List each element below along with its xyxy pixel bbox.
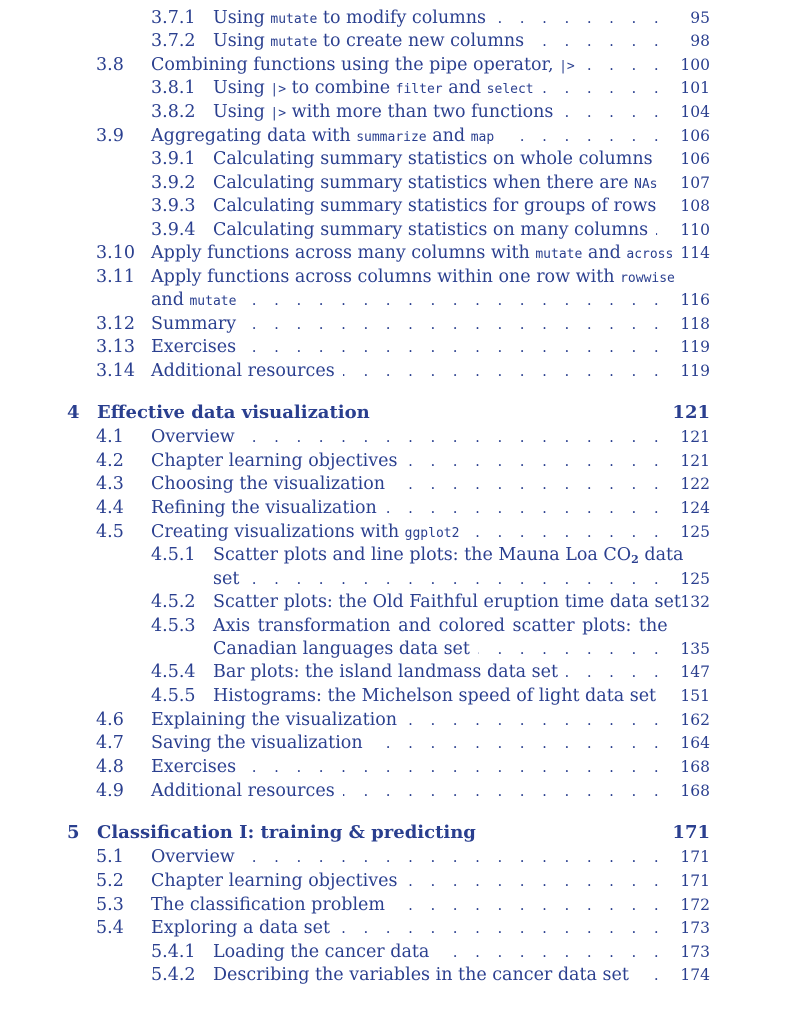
page-number: 119 [680, 338, 710, 356]
code-fragment: map [470, 130, 495, 145]
entry-number: 4.5.4 [151, 662, 196, 682]
entry-number: 3.8.1 [151, 78, 196, 98]
code-fragment: filter [395, 82, 443, 97]
page-number: 173 [680, 943, 710, 961]
toc-entry[interactable] [0, 425, 787, 449]
page-number: 121 [680, 428, 710, 446]
code-fragment: ggplot2 [404, 526, 460, 541]
title-text: Refining the visualization [151, 498, 377, 518]
page-number: 100 [680, 56, 710, 74]
entry-title [213, 76, 534, 102]
page-number: 135 [680, 640, 710, 658]
page-number: 116 [680, 291, 710, 309]
entry-number: 4.7 [96, 733, 124, 753]
toc-chapter-entry[interactable] [0, 821, 787, 845]
page-number: 164 [680, 734, 710, 752]
code-fragment: select [486, 82, 534, 97]
entry-title [151, 893, 385, 917]
entry-number: 3.14 [96, 361, 135, 381]
entry-title [213, 963, 629, 987]
entry-number: 3.10 [96, 243, 135, 263]
title-text: Aggregating data with [151, 126, 357, 146]
entry-number: 5.4.2 [151, 965, 196, 985]
entry-title [151, 241, 673, 267]
entry-number: 3.9.2 [151, 173, 196, 193]
leader-dots [661, 147, 665, 171]
entry-number: 4.5.3 [151, 616, 196, 636]
entry-number: 3.13 [96, 337, 135, 357]
entry-title [213, 194, 656, 218]
title-text: Saving the visualization [151, 733, 363, 753]
toc-entry[interactable] [0, 76, 787, 100]
leader-dots [244, 288, 665, 312]
toc-entry[interactable] [0, 496, 787, 520]
title-text: Overview [151, 427, 235, 447]
toc-entry[interactable] [0, 755, 787, 779]
entry-title [213, 590, 681, 614]
entry-title [151, 496, 377, 520]
leader-dots [405, 449, 665, 473]
leader-dots [385, 496, 665, 520]
entry-title [151, 869, 397, 893]
entry-title [151, 335, 236, 359]
page-number: 174 [680, 966, 710, 984]
leader-dots [244, 335, 665, 359]
page-number: 151 [680, 687, 710, 705]
page-number: 106 [680, 150, 710, 168]
entry-title [151, 288, 236, 314]
entry-title [151, 779, 335, 803]
title-text: Calculating summary statistics for groups of rows [213, 196, 657, 216]
leader-dots [532, 29, 665, 53]
title-text: Describing the variables in the cancer data set [213, 965, 629, 985]
entry-number: 3.9.1 [151, 149, 196, 169]
title-text: Exercises [151, 337, 237, 357]
code-fragment: rowwise [620, 271, 675, 286]
title-text: Explaining the visualization [151, 710, 398, 730]
entry-title [97, 401, 370, 425]
toc-entry[interactable] [0, 100, 787, 124]
leader-dots [656, 218, 665, 242]
title-text: Chapter learning objectives [151, 871, 398, 891]
page-number: 162 [680, 711, 710, 729]
leader-dots [542, 76, 665, 100]
page-number: 172 [680, 896, 710, 914]
entry-title [213, 218, 648, 242]
title-text: to create new columns [317, 31, 525, 51]
entry-title [151, 472, 385, 496]
toc-entry[interactable] [0, 567, 787, 591]
toc-entry[interactable] [0, 637, 787, 661]
code-fragment: NAs [634, 177, 658, 192]
entry-title [213, 100, 553, 126]
title-text: The classification problem [151, 895, 386, 915]
entry-number: 4.5 [96, 522, 124, 542]
leader-dots [247, 567, 665, 591]
leader-dots [478, 637, 665, 661]
toc-entry[interactable] [0, 614, 787, 638]
title-text: Classification I: training & predicting [97, 822, 476, 843]
title-text: Exploring a data set [151, 918, 331, 938]
page-number: 118 [680, 315, 710, 333]
leader-dots [393, 893, 665, 917]
toc-chapter-entry[interactable] [0, 401, 787, 425]
entry-title [213, 147, 653, 171]
entry-number: 5.3 [96, 895, 124, 915]
title-text: Calculating summary statistics on many columns [213, 220, 649, 240]
entry-number: 4.5.1 [151, 545, 196, 565]
title-text: Canadian languages data set [213, 639, 470, 659]
code-fragment: |> [270, 106, 287, 121]
title-text: data [638, 545, 684, 565]
entry-number: 4.3 [96, 474, 124, 494]
toc-entry[interactable] [0, 940, 787, 964]
leader-dots [566, 660, 665, 684]
leader-dots [664, 684, 665, 708]
entry-number: 4.4 [96, 498, 124, 518]
page-number: 124 [680, 499, 710, 517]
entry-number: 3.11 [96, 267, 135, 287]
page-number: 173 [680, 919, 710, 937]
entry-number: 3.12 [96, 314, 135, 334]
entry-number: 3.8 [96, 55, 124, 75]
subscript: 2 [631, 553, 639, 566]
page-number: 125 [680, 523, 710, 541]
title-text: Bar plots: the island landmass data set [213, 662, 558, 682]
entry-title [151, 755, 236, 779]
title-text: Additional resources [151, 361, 335, 381]
entry-number: 4.8 [96, 757, 124, 777]
entry-title [213, 940, 429, 964]
code-fragment: |> [270, 82, 287, 97]
title-text: to combine [286, 78, 396, 98]
title-text: Using [213, 102, 271, 122]
title-text: Exercises [151, 757, 237, 777]
toc-entry[interactable] [0, 29, 787, 53]
toc-entry[interactable] [0, 288, 787, 312]
entry-number: 5 [67, 822, 80, 843]
title-text: Combining functions using the pipe operator, [151, 55, 560, 75]
page-number: 171 [680, 848, 710, 866]
entry-title [151, 425, 235, 449]
title-text: Using [213, 8, 271, 28]
leader-dots [244, 755, 665, 779]
title-text: to modify columns [317, 8, 486, 28]
title-text: Histograms: the Michelson speed of light data set [213, 686, 657, 706]
page-number: 122 [680, 475, 710, 493]
leader-dots [467, 520, 665, 544]
toc-entry[interactable] [0, 359, 787, 383]
page-number: 98 [690, 32, 710, 50]
title-text: and [426, 126, 471, 146]
entry-title [213, 567, 239, 591]
code-fragment: mutate [270, 12, 318, 27]
page-number: 119 [680, 362, 710, 380]
entry-title [213, 29, 524, 55]
code-fragment: summarize [356, 130, 427, 145]
page-number: 108 [680, 197, 710, 215]
page-number: 121 [680, 452, 710, 470]
toc-entry[interactable] [0, 708, 787, 732]
entry-title [151, 731, 363, 755]
toc-entry[interactable] [0, 543, 787, 567]
entry-title [151, 449, 397, 473]
entry-number: 4.5.2 [151, 592, 196, 612]
entry-number: 5.2 [96, 871, 124, 891]
leader-dots [343, 779, 665, 803]
leader-dots [393, 472, 665, 496]
toc-entry[interactable] [0, 472, 787, 496]
toc-entry[interactable] [0, 124, 787, 148]
toc-entry[interactable] [0, 779, 787, 803]
page-number: 104 [680, 103, 710, 121]
code-fragment: mutate [189, 294, 237, 309]
entry-number: 4 [67, 402, 80, 423]
toc-entry[interactable] [0, 845, 787, 869]
toc-entry[interactable] [0, 449, 787, 473]
title-text: Creating visualizations with [151, 522, 405, 542]
title-text: Additional resources [151, 781, 335, 801]
page-number: 168 [680, 758, 710, 776]
leader-dots [637, 963, 665, 987]
title-text: Using [213, 31, 271, 51]
title-text: Overview [151, 847, 235, 867]
leader-dots [405, 869, 665, 893]
entry-number: 4.6 [96, 710, 124, 730]
toc-entry[interactable] [0, 869, 787, 893]
page-number: 101 [680, 79, 710, 97]
entry-title [151, 312, 236, 336]
page-number: 147 [680, 663, 710, 681]
entry-title [213, 660, 558, 684]
toc-entry[interactable] [0, 218, 787, 242]
entry-number: 4.1 [96, 427, 124, 447]
toc-entry[interactable] [0, 265, 787, 289]
title-text: with more than two functions [286, 102, 554, 122]
title-text: Scatter plots and line plots: the Mauna Loa CO [213, 545, 632, 565]
page-number: 107 [680, 174, 710, 192]
page-number: 114 [680, 244, 710, 262]
leader-dots [243, 425, 665, 449]
toc-entry[interactable] [0, 147, 787, 171]
title-text: Chapter learning objectives [151, 451, 398, 471]
entry-title [213, 637, 470, 661]
leader-dots [243, 845, 665, 869]
page-number: 132 [680, 593, 710, 611]
leader-dots [371, 731, 665, 755]
entry-title [151, 845, 235, 869]
title-text: set [213, 569, 240, 589]
title-text: Axis transformation and colored scatter plots: the [213, 616, 668, 636]
toc-entry[interactable] [0, 241, 787, 265]
page-number: 106 [680, 127, 710, 145]
toc-entry[interactable] [0, 53, 787, 77]
title-text: Choosing the visualization [151, 474, 386, 494]
leader-dots [583, 53, 665, 77]
title-text: Apply functions across many columns with [151, 243, 536, 263]
title-text: Effective data visualization [97, 402, 370, 423]
title-text: Summary [151, 314, 237, 334]
entry-number: 5.4 [96, 918, 124, 938]
leader-dots [494, 6, 665, 30]
page-number: 125 [680, 570, 710, 588]
title-text: Apply functions across columns within one row with [151, 267, 621, 287]
toc-entry[interactable] [0, 312, 787, 336]
page-number: 168 [680, 782, 710, 800]
entry-number: 3.9.4 [151, 220, 196, 240]
code-fragment: mutate [270, 35, 318, 50]
toc-entry[interactable] [0, 731, 787, 755]
leader-dots [343, 359, 665, 383]
toc-entry[interactable] [0, 684, 787, 708]
leader-dots [561, 100, 665, 124]
toc-entry[interactable] [0, 916, 787, 940]
toc-entry[interactable] [0, 171, 787, 195]
entry-number: 4.2 [96, 451, 124, 471]
entry-title [151, 359, 335, 383]
leader-dots [502, 124, 665, 148]
page-number: 110 [680, 221, 710, 239]
entry-number: 3.7.1 [151, 8, 196, 28]
entry-number: 5.4.1 [151, 942, 196, 962]
entry-title [97, 821, 476, 845]
toc-entry[interactable] [0, 590, 787, 614]
title-text: Loading the cancer data [213, 942, 430, 962]
title-text: and [151, 290, 190, 310]
entry-number: 3.7.2 [151, 31, 196, 51]
code-fragment: mutate [535, 247, 583, 262]
page-number: 95 [690, 9, 710, 27]
leader-dots [338, 916, 665, 940]
entry-title [151, 916, 330, 940]
entry-number: 3.9.3 [151, 196, 196, 216]
toc-entry[interactable] [0, 893, 787, 917]
page-number: 121 [672, 402, 710, 423]
code-fragment: |> [559, 59, 575, 74]
entry-title [213, 684, 656, 708]
toc-entry[interactable] [0, 335, 787, 359]
entry-number: 3.8.2 [151, 102, 196, 122]
title-text: Using [213, 78, 271, 98]
toc-entry[interactable] [0, 520, 787, 544]
entry-number: 4.9 [96, 781, 124, 801]
title-text: Calculating summary statistics on whole columns [213, 149, 653, 169]
entry-number: 4.5.5 [151, 686, 196, 706]
title-text: Scatter plots: the Old Faithful eruption time data set [213, 592, 681, 612]
title-text: and [442, 78, 487, 98]
code-fragment: across [626, 247, 674, 262]
title-text: Calculating summary statistics when there are [213, 173, 635, 193]
page-number: 171 [680, 872, 710, 890]
toc-entry[interactable] [0, 194, 787, 218]
entry-title [213, 614, 668, 638]
leader-dots [664, 194, 665, 218]
toc-entry[interactable] [0, 6, 787, 30]
leader-dots [405, 708, 665, 732]
entry-title [151, 708, 397, 732]
toc-entry[interactable] [0, 963, 787, 987]
toc-entry[interactable] [0, 660, 787, 684]
leader-dots [437, 940, 665, 964]
title-text: and [582, 243, 627, 263]
entry-number: 5.1 [96, 847, 124, 867]
page-number: 171 [672, 822, 710, 843]
entry-number: 3.9 [96, 126, 124, 146]
leader-dots [244, 312, 665, 336]
